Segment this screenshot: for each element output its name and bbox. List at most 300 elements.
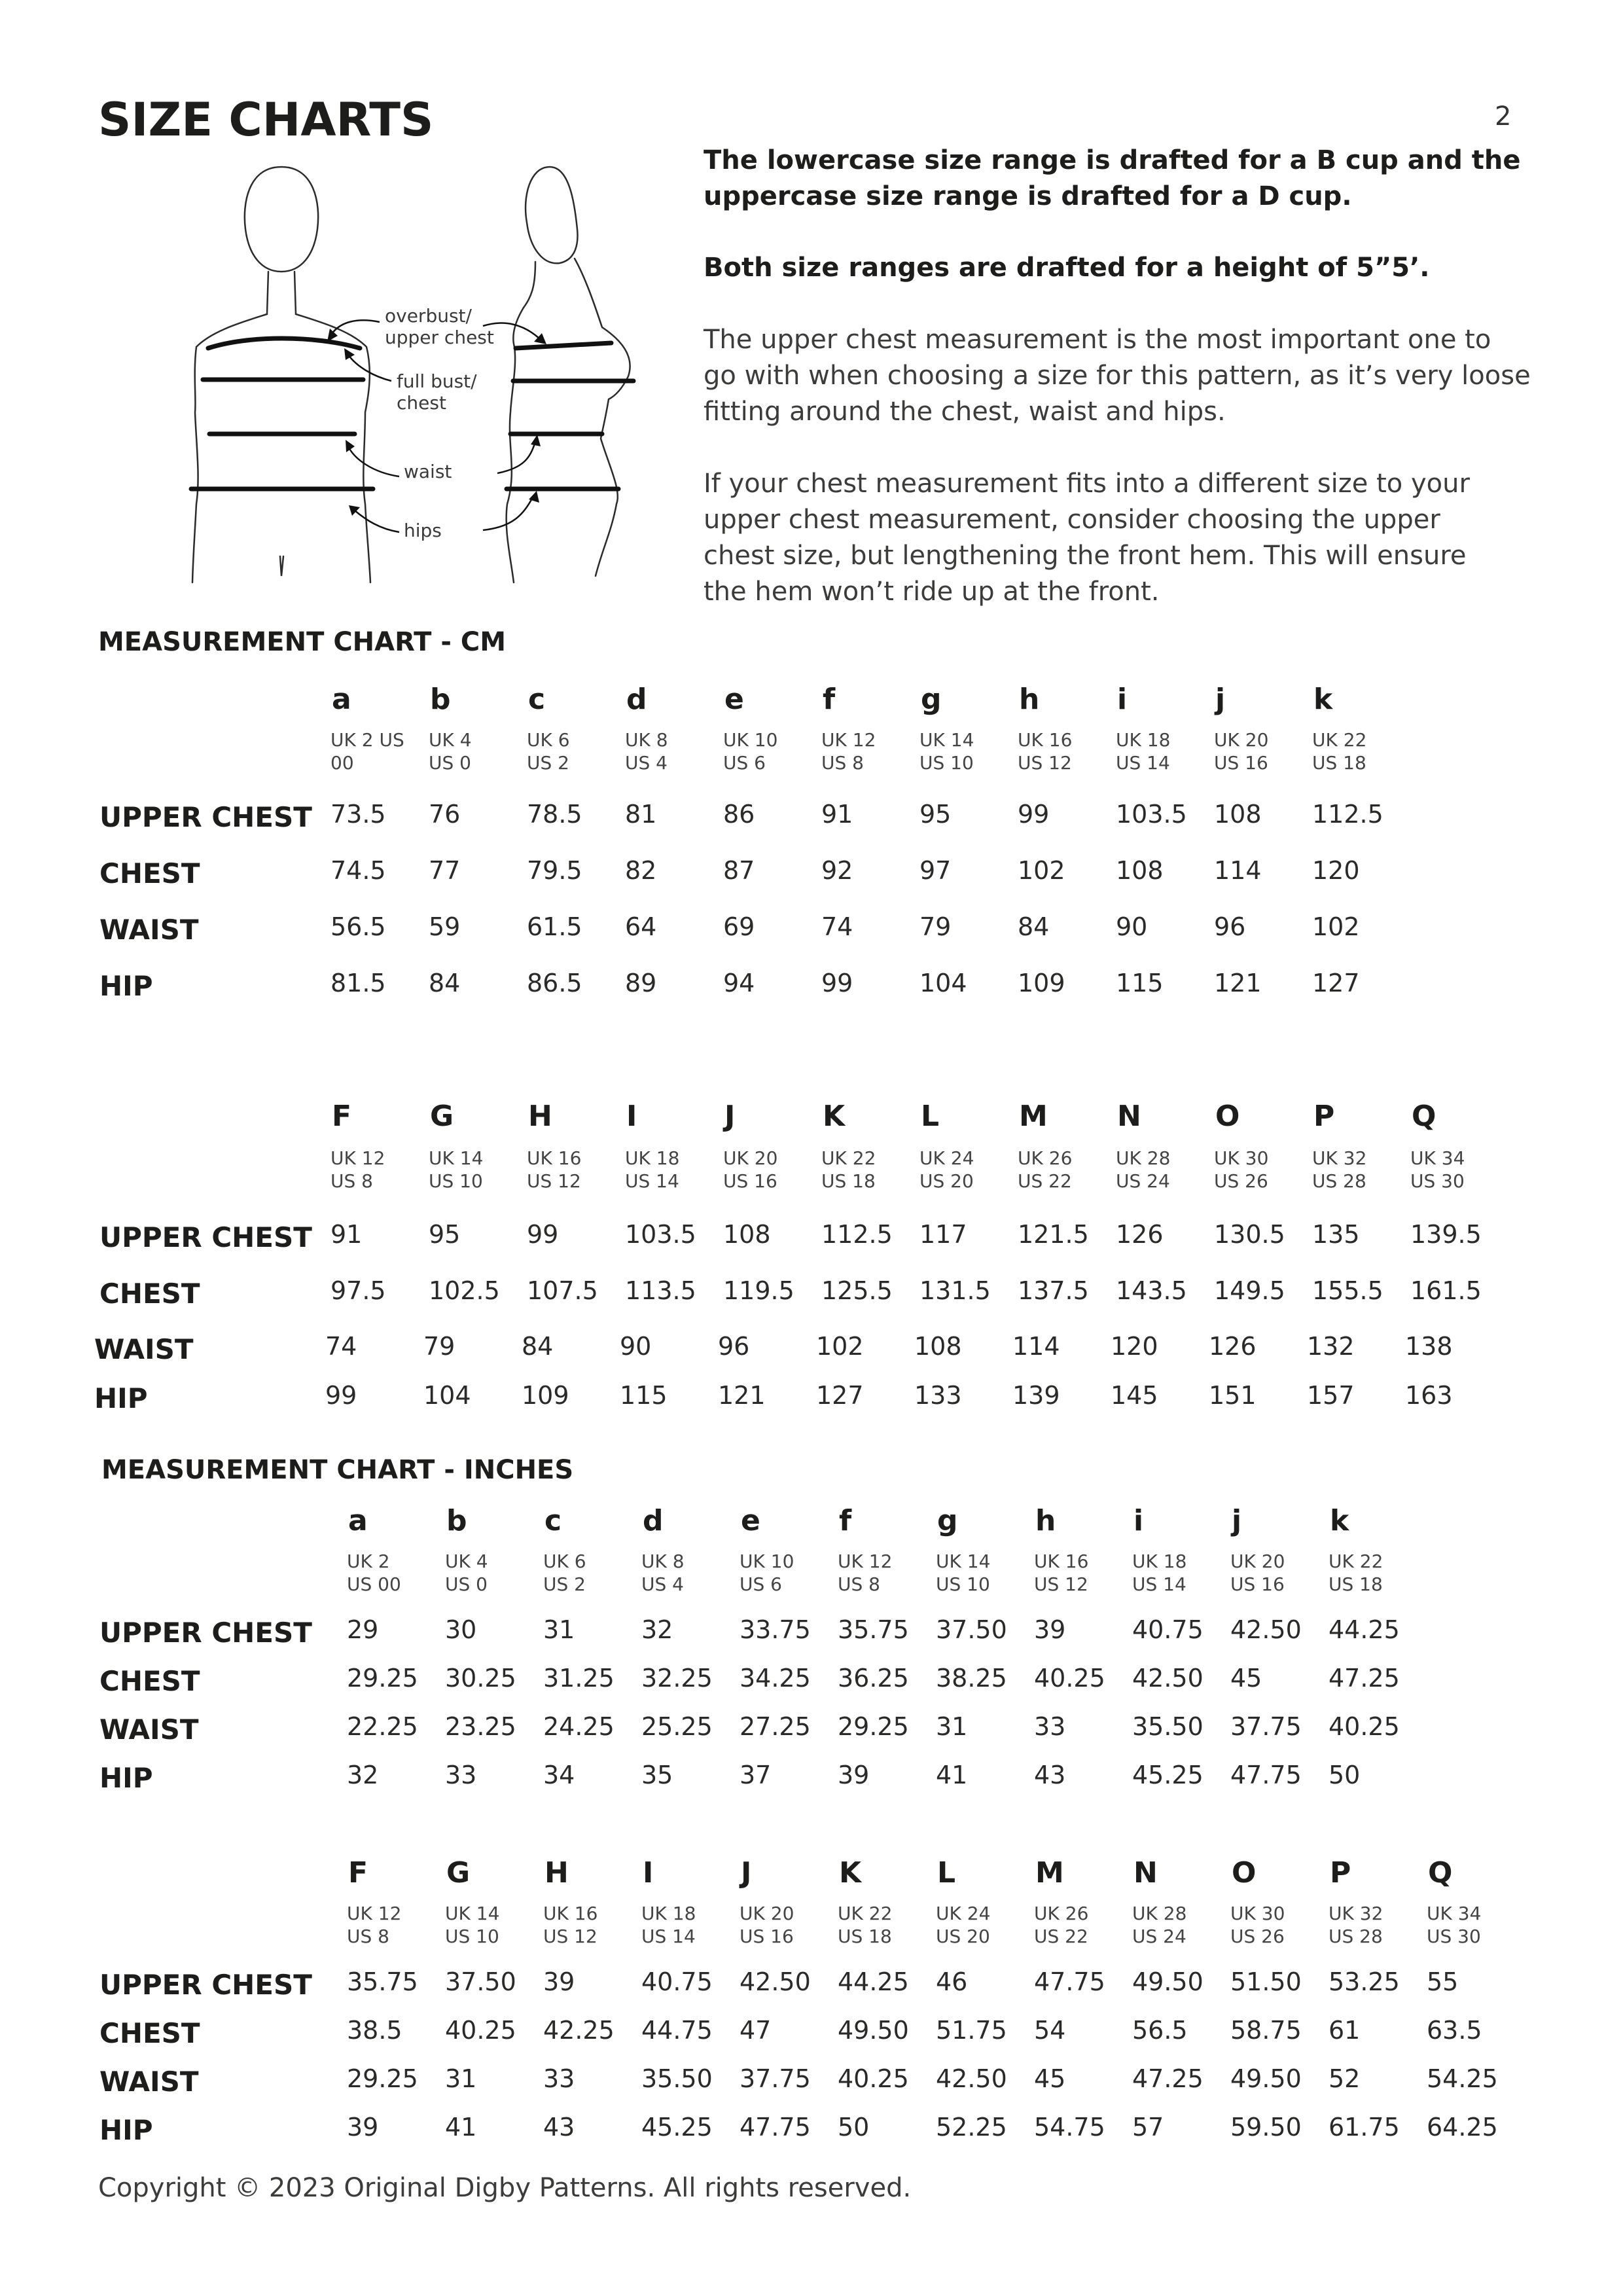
size-letter: H xyxy=(528,1100,552,1133)
table-cell: 94 xyxy=(723,969,755,997)
table-cell: 163 xyxy=(1405,1381,1453,1410)
table-cell: 79 xyxy=(423,1332,455,1361)
table-cell: 47.75 xyxy=(740,2113,811,2142)
table-cell: 121 xyxy=(1214,969,1262,997)
table-cell: 40.25 xyxy=(445,2016,516,2045)
table-cell: 155.5 xyxy=(1312,1276,1383,1305)
table-cell: 49.50 xyxy=(1230,2064,1302,2093)
intro-para-hem-1: If your chest measurement fits into a different size to your xyxy=(704,469,1470,499)
table-cell: 52 xyxy=(1329,2064,1361,2093)
table-cell: 42.50 xyxy=(936,2064,1007,2093)
table-cell: 24.25 xyxy=(543,1712,615,1741)
size-uk-us: UK 8 US 4 xyxy=(641,1551,685,1595)
table-cell: 40.75 xyxy=(1132,1615,1204,1644)
table-cell: 47 xyxy=(740,2016,772,2045)
front-upper-chest-line xyxy=(208,338,360,348)
table-cell: 25.25 xyxy=(641,1712,713,1741)
table-cell: 35 xyxy=(641,1761,673,1789)
intro-para-hem-2: upper chest measurement, consider choosing the upper xyxy=(704,505,1440,535)
table-cell: 34 xyxy=(543,1761,575,1789)
size-uk-us: UK 32 US 28 xyxy=(1329,1903,1383,1947)
size-uk-us: UK 34 US 30 xyxy=(1427,1903,1482,1947)
table-cell: 54.75 xyxy=(1034,2113,1105,2142)
size-letter: J xyxy=(724,1100,736,1133)
size-uk-us: UK 26 US 22 xyxy=(1034,1903,1089,1947)
table-cell: 30 xyxy=(445,1615,477,1644)
table-cell: 50 xyxy=(838,2113,870,2142)
table-cell: 30.25 xyxy=(445,1664,516,1693)
table-cell: 35.50 xyxy=(1132,1712,1204,1741)
label-upper-chest: upper chest xyxy=(385,327,494,348)
table-cell: 133 xyxy=(914,1381,962,1410)
size-uk-us: UK 4 US 0 xyxy=(445,1551,488,1595)
arrowhead-waist-right xyxy=(531,435,541,446)
size-uk-us: UK 26 US 22 xyxy=(1018,1147,1073,1192)
label-waist: waist xyxy=(404,461,452,482)
table-cell: 143.5 xyxy=(1116,1276,1187,1305)
size-uk-us: UK 18 US 14 xyxy=(1132,1551,1187,1595)
table-cell: 87 xyxy=(723,856,755,885)
table-cell: 120 xyxy=(1111,1332,1158,1361)
size-uk-us: UK 6 US 2 xyxy=(527,729,570,774)
table-cell: 108 xyxy=(914,1332,962,1361)
table-cell: 114 xyxy=(1012,1332,1060,1361)
table-cell: 108 xyxy=(1116,856,1164,885)
table-cell: 32.25 xyxy=(641,1664,713,1693)
size-uk-us: UK 18 US 14 xyxy=(641,1903,696,1947)
table-cell: 45 xyxy=(1034,2064,1066,2093)
table-cell: 64 xyxy=(625,912,657,941)
size-uk-us: UK 30 US 26 xyxy=(1214,1147,1269,1192)
intro-bold-line-1: The lowercase size range is drafted for a B cup and the xyxy=(704,145,1521,175)
table-cell: 40.25 xyxy=(838,2064,909,2093)
table-cell: 40.25 xyxy=(1329,1712,1400,1741)
row-label: UPPER CHEST xyxy=(99,801,312,833)
table-cell: 112.5 xyxy=(1312,800,1383,829)
table-cell: 55 xyxy=(1427,1967,1459,1996)
table-cell: 95 xyxy=(919,800,952,829)
table-cell: 107.5 xyxy=(527,1276,598,1305)
size-letter: c xyxy=(544,1504,562,1537)
table-cell: 82 xyxy=(625,856,657,885)
size-letter: i xyxy=(1117,683,1128,716)
table-cell: 84 xyxy=(522,1332,554,1361)
table-cell: 54.25 xyxy=(1427,2064,1498,2093)
size-letter: K xyxy=(839,1856,862,1890)
table-cell: 73.5 xyxy=(330,800,386,829)
table-cell: 131.5 xyxy=(919,1276,991,1305)
row-label: WAIST xyxy=(99,1713,199,1746)
table-cell: 57 xyxy=(1132,2113,1164,2142)
section-title: MEASUREMENT CHART - INCHES xyxy=(101,1455,574,1485)
table-cell: 86.5 xyxy=(527,969,582,997)
table-cell: 137.5 xyxy=(1018,1276,1089,1305)
table-cell: 74 xyxy=(325,1332,357,1361)
size-letter: H xyxy=(544,1856,569,1890)
arrow-waist-left xyxy=(348,446,399,476)
table-cell: 130.5 xyxy=(1214,1220,1285,1249)
table-cell: 151 xyxy=(1209,1381,1257,1410)
table-cell: 49.50 xyxy=(838,2016,909,2045)
intro-para-hem-4: the hem won’t ride up at the front. xyxy=(704,577,1160,607)
table-cell: 29.25 xyxy=(347,2064,418,2093)
table-cell: 38.25 xyxy=(936,1664,1007,1693)
size-uk-us: UK 14 US 10 xyxy=(936,1551,991,1595)
row-label: CHEST xyxy=(99,1278,200,1310)
row-label: WAIST xyxy=(94,1333,194,1365)
table-cell: 97.5 xyxy=(330,1276,386,1305)
table-cell: 35.50 xyxy=(641,2064,713,2093)
table-cell: 119.5 xyxy=(723,1276,794,1305)
size-uk-us: UK 28 US 24 xyxy=(1132,1903,1187,1947)
table-cell: 102.5 xyxy=(429,1276,500,1305)
size-letter: M xyxy=(1019,1100,1048,1133)
front-figure-outline xyxy=(192,272,370,583)
row-label: UPPER CHEST xyxy=(99,1617,312,1649)
table-cell: 31.25 xyxy=(543,1664,615,1693)
table-cell: 96 xyxy=(1214,912,1246,941)
table-cell: 109 xyxy=(1018,969,1065,997)
size-uk-us: UK 12 US 8 xyxy=(838,1551,893,1595)
size-uk-us: UK 18 US 14 xyxy=(625,1147,680,1192)
table-cell: 59 xyxy=(429,912,461,941)
table-cell: 161.5 xyxy=(1410,1276,1482,1305)
size-uk-us: UK 16 US 12 xyxy=(1034,1551,1089,1595)
table-cell: 39 xyxy=(838,1761,870,1789)
table-cell: 90 xyxy=(1116,912,1148,941)
page-title: SIZE CHARTS xyxy=(98,93,434,147)
arrow-hips-left xyxy=(355,511,399,532)
front-figure-navel xyxy=(280,556,283,576)
row-label: HIP xyxy=(99,1762,153,1794)
table-cell: 44.25 xyxy=(838,1967,909,1996)
table-cell: 39 xyxy=(543,1967,575,1996)
size-uk-us: UK 20 US 16 xyxy=(1214,729,1269,774)
table-cell: 31 xyxy=(936,1712,968,1741)
table-cell: 37.75 xyxy=(1230,1712,1302,1741)
size-letter: G xyxy=(430,1100,454,1133)
side-figure-outline xyxy=(507,259,630,583)
table-cell: 43 xyxy=(1034,1761,1066,1789)
table-cell: 96 xyxy=(718,1332,750,1361)
size-uk-us: UK 20 US 16 xyxy=(1230,1551,1285,1595)
size-letter: d xyxy=(626,683,647,716)
size-letter: f xyxy=(823,683,836,716)
table-cell: 61.5 xyxy=(527,912,582,941)
row-label: HIP xyxy=(99,2114,153,2146)
intro-para-hem-3: chest size, but lengthening the front hem. This will ensure xyxy=(704,541,1467,571)
table-cell: 97 xyxy=(919,856,952,885)
size-uk-us: UK 12 US 8 xyxy=(821,729,876,774)
table-cell: 33 xyxy=(445,1761,477,1789)
table-cell: 42.50 xyxy=(740,1967,811,1996)
size-letter: Q xyxy=(1412,1100,1436,1133)
size-letter: a xyxy=(348,1504,368,1537)
table-cell: 47.75 xyxy=(1230,1761,1302,1789)
table-cell: 89 xyxy=(625,969,657,997)
row-label: UPPER CHEST xyxy=(99,1221,312,1253)
size-letter: h xyxy=(1019,683,1040,716)
size-uk-us: UK 14 US 10 xyxy=(429,1147,484,1192)
size-letter: k xyxy=(1330,1504,1349,1537)
size-uk-us: UK 34 US 30 xyxy=(1410,1147,1465,1192)
table-cell: 37.75 xyxy=(740,2064,811,2093)
size-uk-us: UK 12 US 8 xyxy=(330,1147,385,1192)
size-letter: F xyxy=(348,1856,368,1890)
table-cell: 61.75 xyxy=(1329,2113,1400,2142)
table-cell: 42.50 xyxy=(1230,1615,1302,1644)
size-letter: b xyxy=(430,683,451,716)
table-cell: 35.75 xyxy=(838,1615,909,1644)
size-uk-us: UK 14 US 10 xyxy=(445,1903,500,1947)
intro-para-upper-chest-1: The upper chest measurement is the most important one to xyxy=(704,325,1491,355)
table-cell: 54 xyxy=(1034,2016,1066,2045)
table-cell: 37.50 xyxy=(445,1967,516,1996)
side-upper-chest-line xyxy=(516,343,611,348)
table-cell: 74 xyxy=(821,912,853,941)
table-cell: 114 xyxy=(1214,856,1262,885)
size-letter: J xyxy=(741,1856,752,1890)
table-cell: 81 xyxy=(625,800,657,829)
intro-para-upper-chest-2: go with when choosing a size for this pattern, as it’s very loose xyxy=(704,361,1531,391)
table-cell: 34.25 xyxy=(740,1664,811,1693)
size-letter: N xyxy=(1117,1100,1141,1133)
table-cell: 103.5 xyxy=(625,1220,696,1249)
table-cell: 117 xyxy=(919,1220,967,1249)
size-letter: c xyxy=(528,683,546,716)
table-cell: 121 xyxy=(718,1381,766,1410)
table-cell: 39 xyxy=(1034,1615,1066,1644)
size-letter: F xyxy=(332,1100,352,1133)
table-cell: 81.5 xyxy=(330,969,386,997)
row-label: CHEST xyxy=(99,2017,200,2049)
row-label: WAIST xyxy=(99,914,199,946)
table-cell: 29.25 xyxy=(347,1664,418,1693)
table-cell: 103.5 xyxy=(1116,800,1187,829)
table-cell: 45.25 xyxy=(641,2113,713,2142)
table-cell: 47.25 xyxy=(1329,1664,1400,1693)
table-cell: 45.25 xyxy=(1132,1761,1204,1789)
table-cell: 79 xyxy=(919,912,952,941)
size-letter: b xyxy=(446,1504,467,1537)
table-cell: 29 xyxy=(347,1615,379,1644)
table-cell: 112.5 xyxy=(821,1220,893,1249)
size-letter: j xyxy=(1232,1504,1242,1537)
intro-para-upper-chest-3: fitting around the chest, waist and hips. xyxy=(704,397,1226,427)
row-label: UPPER CHEST xyxy=(99,1969,312,2001)
table-cell: 32 xyxy=(347,1761,379,1789)
size-letter: g xyxy=(937,1504,958,1537)
size-letter: M xyxy=(1035,1856,1064,1890)
size-letter: h xyxy=(1035,1504,1056,1537)
size-uk-us: UK 16 US 12 xyxy=(1018,729,1073,774)
table-cell: 102 xyxy=(1312,912,1360,941)
table-cell: 91 xyxy=(330,1220,363,1249)
size-letter: N xyxy=(1133,1856,1158,1890)
table-cell: 56.5 xyxy=(1132,2016,1188,2045)
size-uk-us: UK 6 US 2 xyxy=(543,1551,586,1595)
size-uk-us: UK 22 US 18 xyxy=(1329,1551,1383,1595)
size-letter: f xyxy=(839,1504,852,1537)
size-uk-us: UK 32 US 28 xyxy=(1312,1147,1367,1192)
table-cell: 33 xyxy=(1034,1712,1066,1741)
size-uk-us: UK 12 US 8 xyxy=(347,1903,402,1947)
size-uk-us: UK 8 US 4 xyxy=(625,729,668,774)
table-cell: 44.25 xyxy=(1329,1615,1400,1644)
table-cell: 126 xyxy=(1116,1220,1164,1249)
copyright: Copyright © 2023 Original Digby Patterns. All rights reserved. xyxy=(98,2173,912,2203)
table-cell: 102 xyxy=(1018,856,1065,885)
table-cell: 108 xyxy=(1214,800,1262,829)
size-letter: O xyxy=(1215,1100,1240,1133)
table-cell: 69 xyxy=(723,912,755,941)
table-cell: 37.50 xyxy=(936,1615,1007,1644)
table-cell: 92 xyxy=(821,856,853,885)
page-number: 2 xyxy=(1495,101,1512,132)
table-cell: 78.5 xyxy=(527,800,582,829)
table-cell: 99 xyxy=(821,969,853,997)
table-cell: 31 xyxy=(445,2064,477,2093)
label-hips: hips xyxy=(404,520,442,541)
row-label: HIP xyxy=(94,1382,148,1414)
table-cell: 40.75 xyxy=(641,1967,713,1996)
table-cell: 126 xyxy=(1209,1332,1257,1361)
table-cell: 84 xyxy=(429,969,461,997)
size-uk-us: UK 22 US 18 xyxy=(838,1903,893,1947)
table-cell: 61 xyxy=(1329,2016,1361,2045)
table-cell: 32 xyxy=(641,1615,673,1644)
table-cell: 145 xyxy=(1111,1381,1158,1410)
table-cell: 53.25 xyxy=(1329,1967,1400,1996)
size-letter: L xyxy=(921,1100,940,1133)
size-uk-us: UK 24 US 20 xyxy=(936,1903,991,1947)
size-uk-us: UK 10 US 6 xyxy=(740,1551,794,1595)
table-cell: 109 xyxy=(522,1381,569,1410)
table-cell: 125.5 xyxy=(821,1276,893,1305)
table-cell: 86 xyxy=(723,800,755,829)
table-cell: 41 xyxy=(445,2113,477,2142)
size-uk-us: UK 18 US 14 xyxy=(1116,729,1171,774)
table-cell: 104 xyxy=(423,1381,471,1410)
table-cell: 102 xyxy=(816,1332,864,1361)
table-cell: 37 xyxy=(740,1761,772,1789)
size-letter: j xyxy=(1215,683,1226,716)
table-cell: 104 xyxy=(919,969,967,997)
size-letter: g xyxy=(921,683,942,716)
size-uk-us: UK 16 US 12 xyxy=(543,1903,598,1947)
table-cell: 64.25 xyxy=(1427,2113,1498,2142)
size-uk-us: UK 22 US 18 xyxy=(821,1147,876,1192)
table-cell: 43 xyxy=(543,2113,575,2142)
row-label: HIP xyxy=(99,970,153,1002)
size-uk-us: UK 16 US 12 xyxy=(527,1147,582,1192)
table-cell: 139 xyxy=(1012,1381,1060,1410)
table-cell: 120 xyxy=(1312,856,1360,885)
table-cell: 36.25 xyxy=(838,1664,909,1693)
size-letter: P xyxy=(1330,1856,1351,1890)
table-cell: 42.25 xyxy=(543,2016,615,2045)
size-letter: P xyxy=(1313,1100,1335,1133)
table-cell: 50 xyxy=(1329,1761,1361,1789)
table-cell: 40.25 xyxy=(1034,1664,1105,1693)
table-cell: 35.75 xyxy=(347,1967,418,1996)
table-cell: 23.25 xyxy=(445,1712,516,1741)
size-uk-us: UK 22 US 18 xyxy=(1312,729,1367,774)
table-cell: 139.5 xyxy=(1410,1220,1482,1249)
intro-bold-line-2: uppercase size range is drafted for a D cup. xyxy=(704,181,1352,211)
size-letter: d xyxy=(643,1504,664,1537)
table-cell: 149.5 xyxy=(1214,1276,1285,1305)
arrow-waist-right xyxy=(497,442,535,473)
table-cell: 51.50 xyxy=(1230,1967,1302,1996)
size-uk-us: UK 20 US 16 xyxy=(740,1903,794,1947)
table-cell: 22.25 xyxy=(347,1712,418,1741)
size-uk-us: UK 20 US 16 xyxy=(723,1147,778,1192)
table-cell: 115 xyxy=(620,1381,668,1410)
table-cell: 99 xyxy=(527,1220,559,1249)
size-letter: e xyxy=(724,683,744,716)
size-letter: G xyxy=(446,1856,471,1890)
size-letter: i xyxy=(1133,1504,1144,1537)
intro-bold-height: Both size ranges are drafted for a height of 5”5’. xyxy=(704,253,1430,283)
table-cell: 99 xyxy=(325,1381,357,1410)
table-cell: 46 xyxy=(936,1967,968,1996)
size-uk-us: UK 10 US 6 xyxy=(723,729,778,774)
table-cell: 31 xyxy=(543,1615,575,1644)
table-cell: 51.75 xyxy=(936,2016,1007,2045)
row-label: WAIST xyxy=(99,2066,199,2098)
table-cell: 113.5 xyxy=(625,1276,696,1305)
table-cell: 121.5 xyxy=(1018,1220,1089,1249)
table-cell: 59.50 xyxy=(1230,2113,1302,2142)
size-uk-us: UK 4 US 0 xyxy=(429,729,472,774)
table-cell: 33.75 xyxy=(740,1615,811,1644)
arrowhead-upper-chest-left xyxy=(327,329,338,342)
table-cell: 91 xyxy=(821,800,853,829)
table-cell: 49.50 xyxy=(1132,1967,1204,1996)
size-letter: I xyxy=(626,1100,637,1133)
size-letter: Q xyxy=(1428,1856,1453,1890)
table-cell: 157 xyxy=(1307,1381,1355,1410)
table-cell: 74.5 xyxy=(330,856,386,885)
table-cell: 47.25 xyxy=(1132,2064,1204,2093)
table-cell: 115 xyxy=(1116,969,1164,997)
row-label: CHEST xyxy=(99,857,200,889)
size-letter: a xyxy=(332,683,351,716)
size-letter: K xyxy=(823,1100,846,1133)
arrowhead-chest-left xyxy=(344,348,355,360)
arrow-upper-chest-left xyxy=(332,320,380,334)
table-cell: 84 xyxy=(1018,912,1050,941)
table-cell: 63.5 xyxy=(1427,2016,1482,2045)
size-uk-us: UK 24 US 20 xyxy=(919,1147,974,1192)
table-cell: 77 xyxy=(429,856,461,885)
table-cell: 132 xyxy=(1307,1332,1355,1361)
body-measurement-illustration xyxy=(177,151,668,596)
table-cell: 47.75 xyxy=(1034,1967,1105,1996)
table-cell: 108 xyxy=(723,1220,771,1249)
size-letter: e xyxy=(741,1504,760,1537)
size-uk-us: UK 2 US 00 xyxy=(330,729,404,774)
table-cell: 76 xyxy=(429,800,461,829)
size-letter: k xyxy=(1313,683,1333,716)
table-cell: 41 xyxy=(936,1761,968,1789)
size-uk-us: UK 30 US 26 xyxy=(1230,1903,1285,1947)
size-uk-us: UK 28 US 24 xyxy=(1116,1147,1171,1192)
size-letter: I xyxy=(643,1856,654,1890)
front-figure-head xyxy=(245,167,318,272)
table-cell: 44.75 xyxy=(641,2016,713,2045)
